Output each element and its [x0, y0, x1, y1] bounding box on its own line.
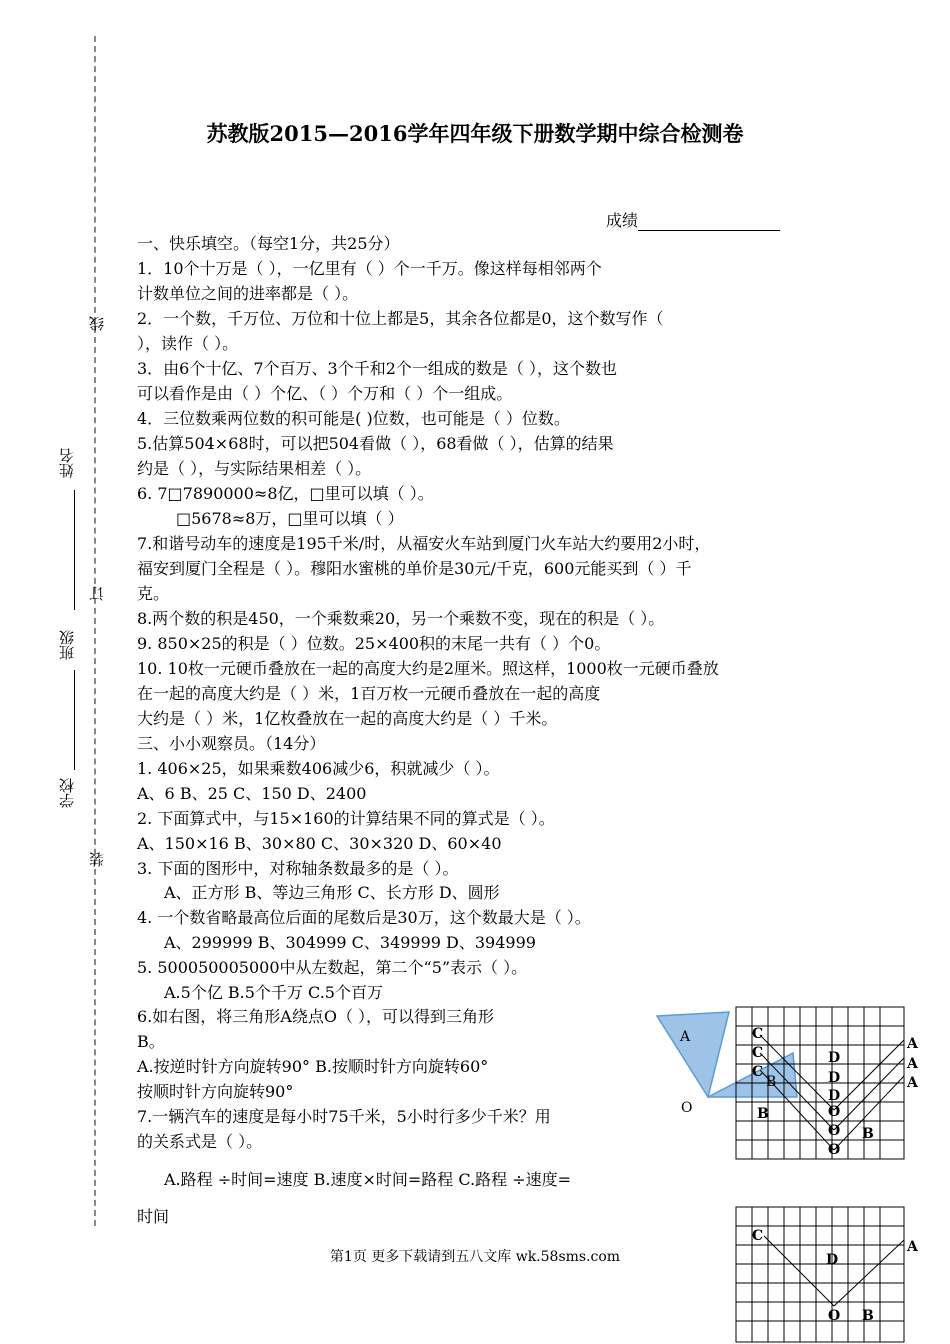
option-line: 按顺时针方向旋转90°: [137, 1082, 294, 1101]
svg-text:A: A: [907, 1239, 918, 1255]
question-line: 8.两个数的积是450，一个乘数乘20，另一个乘数不变，现在的积是（ ）。: [137, 609, 665, 628]
question-line: ），读作（ ）。: [137, 334, 239, 353]
question-line: 9. 850×25的积是（ ）位数。25×400积的末尾一共有（ ）个0。: [137, 634, 611, 653]
question-line: 克。: [137, 584, 170, 603]
option-line: A.路程 ÷时间=速度 B.速度×时间=路程 C.路程 ÷速度=: [164, 1170, 572, 1189]
score-label: 成绩: [606, 211, 639, 230]
page-footer: 第1页 更多下载请到五八文库 wk.58sms.com: [329, 1249, 621, 1265]
svg-text:D: D: [828, 1050, 841, 1066]
question-line: 的关系式是（ ）。: [137, 1132, 263, 1151]
question-line: 6. 7□7890000≈8亿，□里可以填（ ）。: [137, 484, 434, 503]
question-line: 4. 一个数省略最高位后面的尾数后是30万，这个数最大是（ ）。: [137, 908, 591, 927]
svg-text:O: O: [828, 1308, 841, 1324]
question-line: 2. 下面算式中，与15×160的计算结果不同的算式是（ ）。: [137, 809, 555, 828]
grid-lower-labels: [752, 1228, 919, 1324]
svg-text:A: A: [907, 1036, 918, 1052]
section-1-heading: 一、快乐填空。（每空1分，共25分）: [137, 234, 400, 253]
margin-label-ding: 订: [88, 586, 106, 601]
question-line: □5678≈8万，□里可以填（ ）: [176, 509, 404, 528]
svg-text:O: O: [828, 1142, 841, 1158]
option-line: A、6 B、25 C、150 D、2400: [137, 784, 367, 803]
question-line: 5. 500050005000中从左数起，第二个“5”表示（ ）。: [137, 958, 528, 977]
question-line: 7.一辆汽车的速度是每小时75千米，5小时行多少千米？用: [137, 1107, 551, 1126]
question-line: 在一起的高度大约是（ ）米，1百万枚一元硬币叠放在一起的高度: [137, 684, 601, 703]
triangle-a: [657, 1012, 729, 1097]
margin-label-school: 学校: [58, 778, 76, 808]
point-o-label: O: [681, 1100, 693, 1116]
margin-label-name: 姓名: [58, 448, 76, 478]
question-line: 约是（ ），与实际结果相差（ ）。: [137, 459, 372, 478]
svg-text:D: D: [828, 1088, 841, 1104]
question-line: 7.和谐号动车的速度是195千米/时，从福安火车站到厦门火车站大约要用2小时，: [137, 534, 711, 553]
section-3-heading: 三、小小观察员。（14分）: [137, 734, 326, 753]
question-line: 福安到厦门全程是（ ）。穆阳水蜜桃的单价是30元/千克，600元能买到（ ）千: [137, 559, 692, 578]
svg-text:D: D: [828, 1070, 841, 1086]
question-line: 3．由6个十亿、7个百万、3个千和2个一组成的数是（ ），这个数也: [137, 359, 617, 378]
option-line: A、299999 B、304999 C、349999 D、394999: [164, 933, 536, 952]
question-line: 10. 10枚一元硬币叠放在一起的高度大约是2厘米。照这样，1000枚一元硬币叠放: [137, 659, 719, 678]
question-line: 3. 下面的图形中，对称轴条数最多的是（ ）。: [137, 859, 459, 878]
question-line: 2．一个数，千万位、万位和十位上都是5，其余各位都是0，这个数写作（: [137, 309, 664, 328]
svg-text:D: D: [826, 1252, 839, 1268]
option-line: A.5个亿 B.5个千万 C.5个百万: [164, 983, 383, 1002]
triangle-b-label: B: [766, 1074, 777, 1090]
option-line: A.按逆时针方向旋转90° B.按顺时针方向旋转60°: [137, 1057, 489, 1076]
svg-text:C: C: [752, 1026, 764, 1042]
triangle-a-label: A: [680, 1029, 691, 1045]
svg-text:O: O: [828, 1104, 841, 1120]
option-line: A、150×16 B、30×80 C、30×320 D、60×40: [137, 834, 502, 853]
question-line: 5.估算504×68时，可以把504看做（ ），68看做（ ），估算的结果: [137, 434, 614, 453]
svg-text:C: C: [752, 1228, 764, 1244]
margin-label-xian: 线: [88, 316, 106, 331]
svg-text:A: A: [907, 1056, 918, 1072]
question-line: 计数单位之间的进率都是（ ）。: [137, 284, 359, 303]
question-line: B。: [137, 1032, 165, 1051]
option-line: 时间: [137, 1207, 170, 1226]
svg-text:B: B: [862, 1308, 874, 1324]
question-line: 大约是（ ）米，1亿枚叠放在一起的高度大约是（ ）千米。: [137, 709, 558, 728]
svg-text:C: C: [752, 1045, 764, 1061]
option-line: A、正方形 B、等边三角形 C、长方形 D、圆形: [164, 883, 500, 902]
page-title: 苏教版2015—2016学年四年级下册数学期中综合检测卷: [206, 121, 744, 146]
svg-text:B: B: [862, 1126, 874, 1142]
svg-text:C: C: [752, 1064, 764, 1080]
question-line: 4．三位数乘两位数的积可能是( )位数，也可能是（ ）位数。: [137, 409, 570, 428]
margin-label-class: 班级: [58, 630, 76, 660]
question-line: 1. 406×25，如果乘数406减少6，积就减少（ ）。: [137, 759, 500, 778]
question-line: 6.如右图，将三角形A绕点O（ ），可以得到三角形: [137, 1007, 495, 1026]
question-line: 1．10个十万是（ ），一亿里有（ ）个一千万。像这样每相邻两个: [137, 259, 602, 278]
margin-label-zhuang: 装: [88, 852, 106, 867]
svg-text:O: O: [828, 1123, 841, 1139]
svg-text:B: B: [757, 1106, 769, 1122]
svg-text:A: A: [907, 1075, 918, 1091]
question-line: 可以看作是由（ ）个亿、（ ）个万和（ ）个一组成。: [137, 384, 513, 403]
